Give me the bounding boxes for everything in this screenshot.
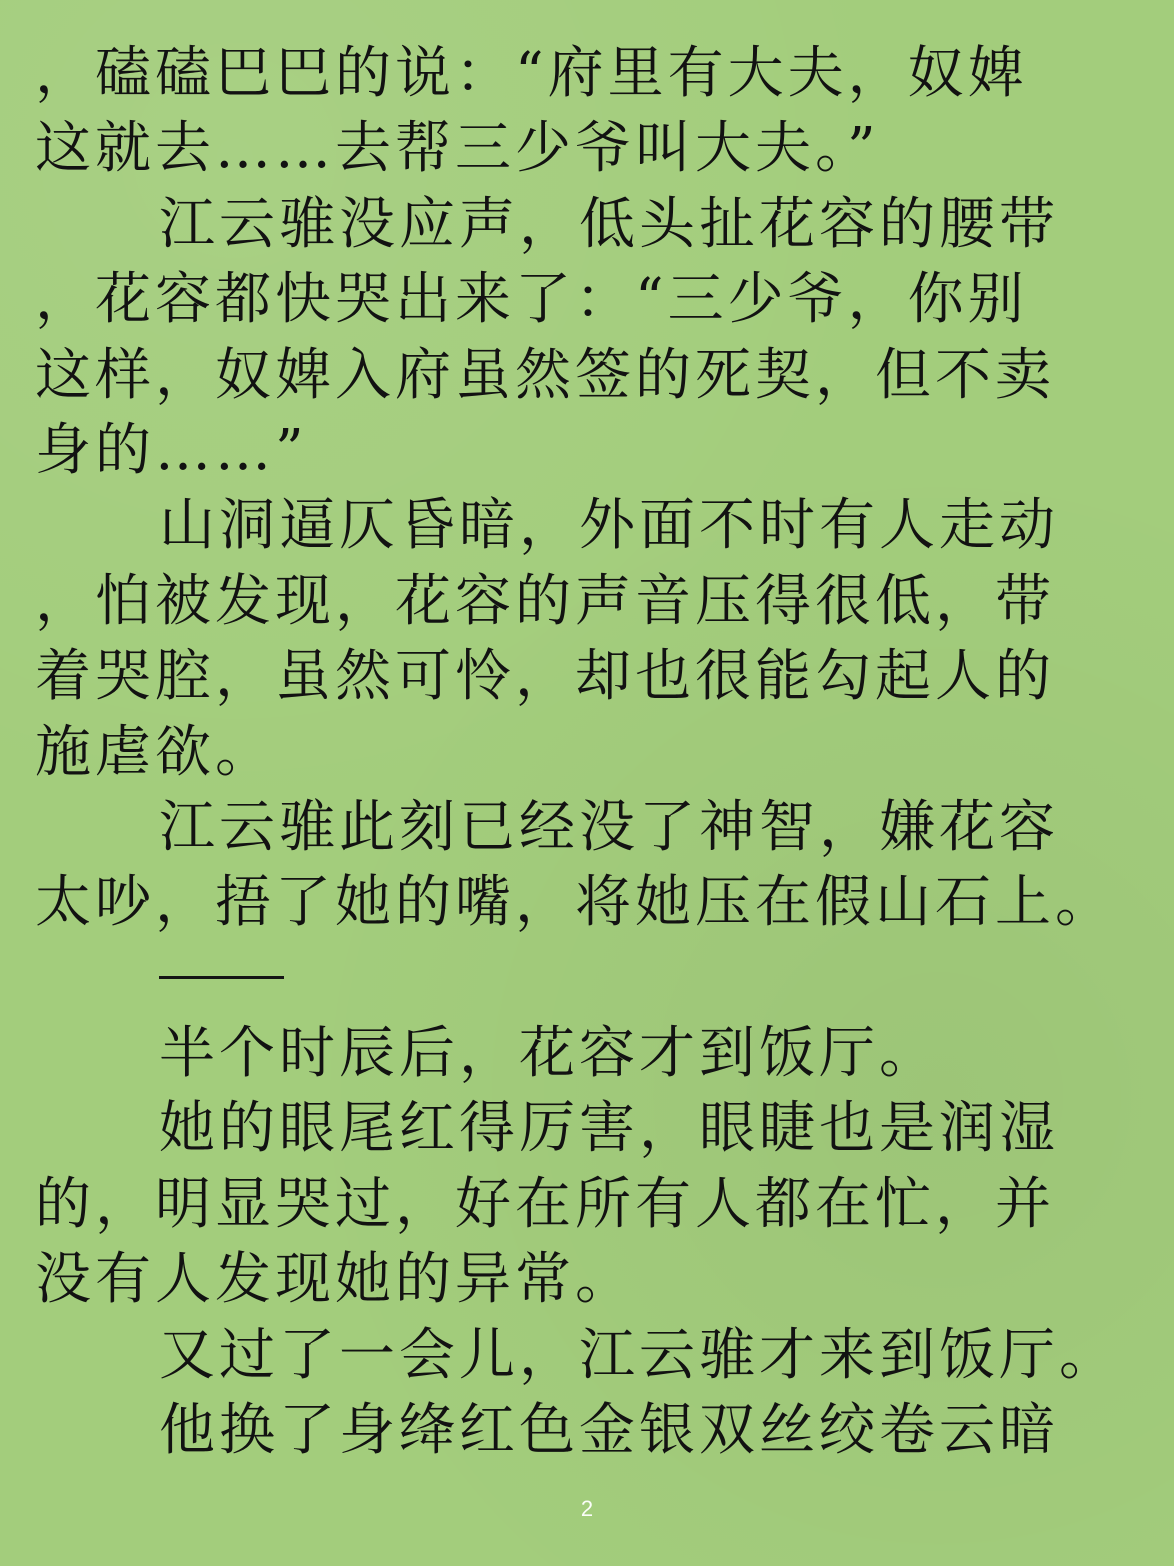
page-number: 2 [580, 1496, 594, 1521]
text-line: 他换了身绛红色金银双丝绞卷云暗 [159, 1398, 1059, 1464]
section-divider [159, 976, 284, 979]
text-line: 这就去……去帮三少爷叫大夫。” [35, 116, 880, 182]
text-line: 江云骓此刻已经没了神智，嫌花容 [159, 794, 1059, 860]
text-line: 的，明显哭过，好在所有人都在忙，并 [35, 1171, 1055, 1237]
section-divider-row [35, 941, 1139, 1016]
text-line: 着哭腔，虽然可怜，却也很能勾起人的 [35, 644, 1055, 710]
text-line: 江云骓没应声，低头扯花容的腰带 [159, 191, 1059, 257]
text-line: 施虐欲。 [35, 719, 275, 785]
novel-text-block [35, 36, 1139, 1468]
text-line: 半个时辰后，花容才到饭厅。 [159, 1021, 939, 1087]
text-line: 山洞逼仄昏暗，外面不时有人走动 [159, 493, 1059, 559]
text-line: 这样，奴婢入府虽然签的死契，但不卖 [35, 342, 1055, 408]
text-line: 她的眼尾红得厉害，眼睫也是润湿 [159, 1096, 1059, 1162]
text-line: ，磕磕巴巴的说：“府里有大夫，奴婢 [35, 41, 1028, 106]
text-line: 又过了一会儿，江云骓才来到饭厅。 [159, 1322, 1119, 1388]
text-line: 太吵，捂了她的嘴，将她压在假山石上。 [35, 870, 1115, 936]
text-line: 没有人发现她的异常。 [35, 1247, 635, 1313]
text-line: ，怕被发现，花容的声音压得很低，带 [35, 568, 1055, 634]
text-line: ，花容都快哭出来了：“三少爷，你别 [35, 267, 1028, 333]
text-line: 身的……” [35, 417, 308, 483]
